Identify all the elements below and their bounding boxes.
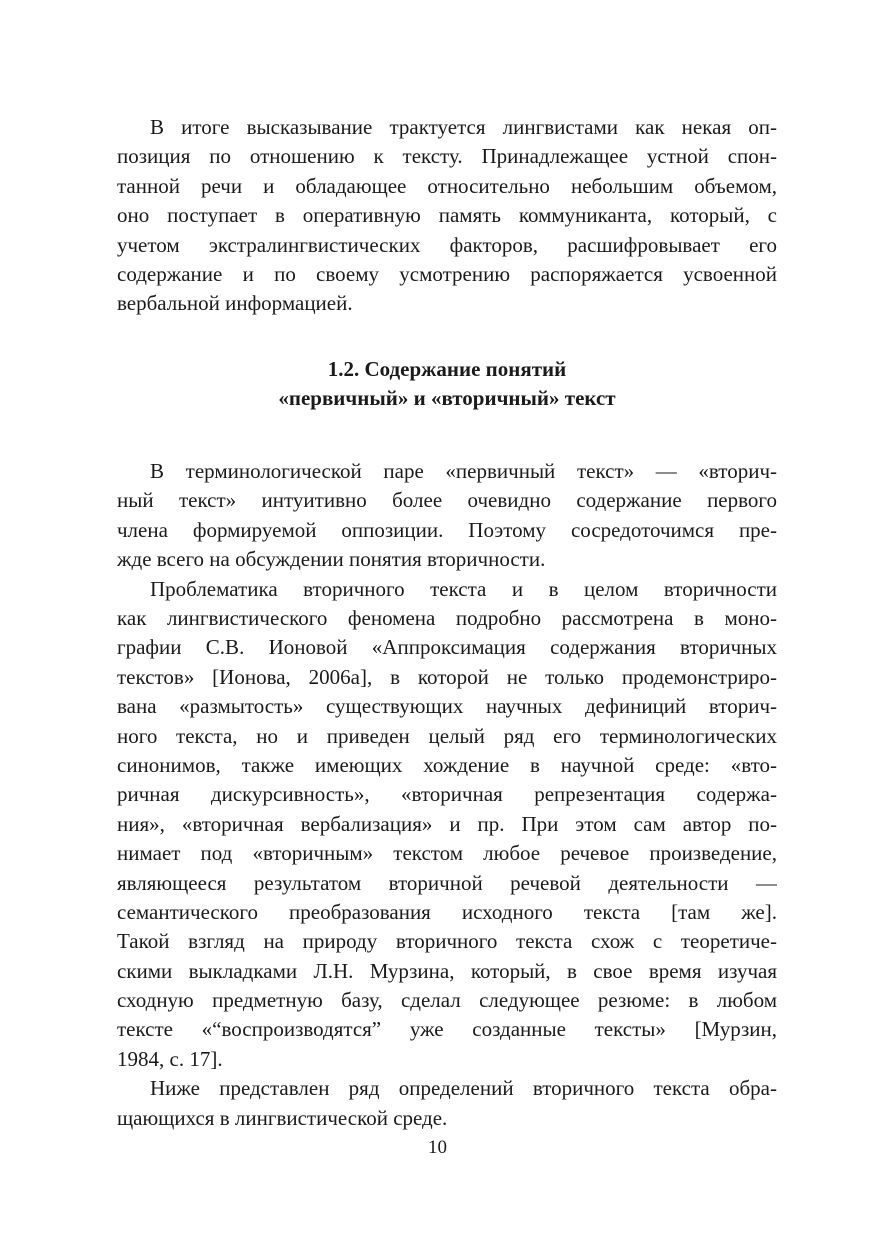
text-line: сходную предметную базу, сделал следующее резюме: в любом [117, 988, 777, 1013]
text-line: щающихся в лингвистической среде. [117, 1105, 448, 1130]
text-line: семантического преобразования исходного текста [там же]. [117, 899, 777, 924]
text-line: тексте «“воспроизводятся” уже созданные тексты» [Мурзин, [117, 1017, 777, 1042]
paragraph-1 [117, 113, 777, 319]
text-line: Ниже представлен ряд определений вторичного текста обра- [150, 1076, 777, 1101]
text-line: 1984, с. 17]. [117, 1046, 223, 1071]
text-line: В итоге высказывание трактуется лингвистами как некая оп- [150, 115, 777, 139]
text-line: Такой взгляд на природу вторичного текста схож с теоретиче- [117, 929, 777, 954]
text-line: танной речи и обладающее относительно небольшим объемом, [117, 173, 777, 198]
text-line: В терминологической паре «первичный текст» — «вторич- [150, 459, 777, 483]
text-line: ного текста, но и приведен целый ряд его терминологических [117, 723, 777, 748]
text-line: позиция по отношению к тексту. Принадлежащее устной спон- [117, 144, 777, 169]
text-line: как лингвистического феномена подробно рассмотрена в моно- [117, 605, 777, 630]
text-line: графии С.В. Ионовой «Аппроксимация содержания вторичных [117, 635, 777, 660]
text-line: нимает под «вторичным» текстом любое речевое произведение, [117, 841, 777, 866]
text-line: текстов» [Ионова, 2006а], в которой не только продемонстриро- [117, 664, 777, 689]
text-line: Проблематика вторичного текста и в целом вторичности [150, 576, 777, 601]
heading-line-2: «первичный» и «вторичный» текст [278, 386, 616, 410]
paragraph-4 [117, 1074, 777, 1133]
text-line: учетом экстралингвистических факторов, расшифровывает его [117, 232, 777, 257]
text-line: ния», «вторичная вербализация» и пр. При этом сам автор по- [117, 811, 777, 836]
text-line: содержание и по своему усмотрению распоряжается усвоенной [117, 261, 777, 286]
text-line: вербальной информацией. [117, 291, 353, 316]
text-line: члена формируемой оппозиции. Поэтому сосредоточимся пре- [117, 517, 777, 542]
text-line: синонимов, также имеющих хождение в научной среде: «вто- [117, 752, 777, 777]
text-line: ричная дискурсивность», «вторичная репрезентация содержа- [117, 782, 777, 807]
paragraph-3 [117, 575, 777, 1075]
text-line: вана «размытость» существующих научных дефиниций вторич- [117, 694, 777, 719]
heading-line-1: 1.2. Содержание понятий [327, 357, 567, 381]
text-line: скими выкладками Л.Н. Мурзина, который, в свое время изучая [117, 958, 777, 983]
text-line: жде всего на обсуждении понятия вторичности. [117, 547, 546, 572]
text-line: ный текст» интуитивно более очевидно содержание первого [117, 488, 777, 513]
text-line: являющееся результатом вторичной речевой деятельности — [117, 870, 777, 895]
section-heading [117, 355, 777, 413]
page-number: 10 [428, 1137, 447, 1158]
text-line: оно поступает в оперативную память коммуниканта, который, с [117, 203, 777, 228]
paragraph-2 [117, 457, 777, 575]
